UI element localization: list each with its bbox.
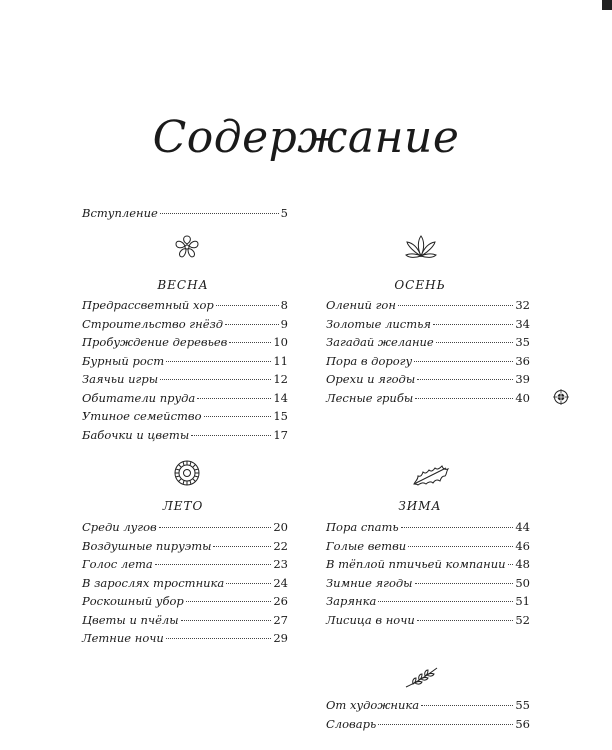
toc-page: 5	[280, 206, 288, 220]
toc-page: 39	[515, 372, 530, 386]
toc-label: Загадай желание	[326, 335, 434, 349]
toc-label: Цветы и пчёлы	[82, 612, 179, 627]
leader-dots	[204, 416, 272, 417]
toc-page: 46	[515, 538, 530, 553]
toc-row[interactable]	[82, 298, 288, 317]
toc-label: Голые ветви	[326, 538, 407, 553]
page-title: Содержание	[152, 112, 460, 163]
sprig-icon	[403, 665, 441, 691]
toc-label: Вступление	[82, 206, 158, 220]
leader-dots	[186, 601, 272, 602]
toc-page: 51	[515, 594, 530, 608]
closing-list	[326, 698, 530, 735]
toc-row[interactable]	[326, 576, 530, 595]
toc-row[interactable]	[326, 594, 530, 613]
toc-page: 10	[273, 335, 288, 349]
toc-page: 8	[280, 298, 288, 312]
toc-row[interactable]	[326, 298, 530, 317]
toc-row[interactable]	[82, 354, 288, 373]
toc-page: 15	[273, 409, 288, 423]
toc-label: Воздушные пируэты	[82, 538, 212, 553]
toc-row[interactable]	[82, 613, 288, 632]
spring-list	[82, 298, 288, 446]
toc-row[interactable]	[326, 520, 530, 539]
season-heading-summer: ЛЕТО	[162, 499, 204, 513]
leader-dots	[436, 342, 514, 343]
toc-page: 23	[273, 557, 288, 571]
toc-row[interactable]	[82, 539, 288, 558]
leader-dots	[378, 724, 513, 725]
toc-label: Предрассветный хор	[82, 298, 214, 312]
toc-label: Лесные грибы	[326, 390, 414, 405]
toc-label: Лисица в ночи	[326, 612, 415, 627]
leader-dots	[197, 398, 271, 399]
toc-row[interactable]	[82, 409, 288, 428]
toc-label: Голос лета	[82, 557, 153, 571]
toc-row[interactable]	[82, 557, 288, 576]
toc-row[interactable]	[82, 631, 288, 650]
toc-row[interactable]	[82, 206, 288, 225]
leader-dots	[421, 705, 513, 706]
toc-page: 35	[515, 335, 530, 349]
toc-row[interactable]	[326, 391, 530, 410]
leader-dots	[155, 564, 272, 565]
toc-page: 32	[515, 298, 530, 312]
toc-row[interactable]	[326, 613, 530, 632]
holly-leaf-icon	[410, 462, 454, 488]
leader-dots	[398, 305, 513, 306]
toc-row[interactable]	[326, 539, 530, 558]
toc-page: 24	[273, 575, 288, 590]
toc-page: 56	[515, 716, 530, 731]
leader-dots	[417, 379, 513, 380]
toc-row[interactable]	[82, 391, 288, 410]
leader-dots	[213, 546, 271, 547]
toc-label: Строительство гнёзд	[82, 316, 224, 331]
leader-dots	[408, 546, 513, 547]
toc-page: 50	[515, 575, 530, 590]
toc-label: В зарослях тростника	[82, 575, 225, 590]
toc-label: Бурный рост	[82, 353, 165, 368]
toc-row[interactable]	[82, 372, 288, 391]
toc-page: 22	[273, 538, 288, 553]
toc-row[interactable]	[326, 335, 530, 354]
leader-dots	[160, 213, 279, 214]
toc-page: 9	[280, 316, 288, 331]
leader-dots	[229, 342, 271, 343]
leader-dots	[181, 620, 272, 621]
toc-label: Бабочки и цветы	[82, 427, 190, 442]
crop-corner-mark	[602, 0, 612, 10]
toc-row[interactable]	[82, 317, 288, 336]
leader-dots	[191, 435, 271, 436]
toc-label: Орехи и ягоды	[326, 372, 416, 386]
toc-row[interactable]	[326, 557, 530, 576]
toc-label: Словарь	[326, 716, 377, 731]
toc-page: 52	[515, 612, 530, 627]
toc-label: Летние ночи	[82, 631, 164, 645]
leader-dots	[401, 527, 514, 528]
leader-dots	[166, 361, 271, 362]
registration-mark-icon	[553, 389, 569, 405]
leader-dots	[378, 601, 513, 602]
winter-list	[326, 520, 530, 631]
flower-icon	[172, 232, 202, 262]
leader-dots	[415, 398, 513, 399]
leader-dots	[216, 305, 279, 306]
toc-label: Золотые листья	[326, 316, 432, 331]
toc-label: От художника	[326, 698, 420, 712]
toc-label: Обитатели пруда	[82, 390, 196, 405]
toc-row[interactable]	[326, 717, 530, 736]
toc-label: Утиное семейство	[82, 409, 202, 423]
toc-row[interactable]	[326, 372, 530, 391]
season-heading-winter: ЗИМА	[398, 499, 442, 513]
leader-dots	[166, 638, 272, 639]
toc-label: Пробуждение деревьев	[82, 335, 228, 349]
leader-dots	[508, 564, 514, 565]
toc-label: В тёплой птичьей компании	[326, 557, 506, 571]
intro-entry	[82, 206, 288, 225]
toc-label: Среди лугов	[82, 520, 157, 534]
toc-page: 26	[273, 594, 288, 608]
toc-page: 14	[273, 390, 288, 405]
toc-page: 48	[515, 557, 530, 571]
dandelion-icon	[171, 457, 203, 489]
leader-dots	[226, 583, 271, 584]
toc-page: 27	[273, 612, 288, 627]
toc-page: 36	[515, 353, 530, 368]
leader-dots	[414, 361, 513, 362]
toc-row[interactable]	[82, 576, 288, 595]
leader-dots	[159, 527, 272, 528]
toc-page: 12	[273, 372, 288, 386]
lily-icon	[403, 234, 439, 262]
summer-list	[82, 520, 288, 650]
toc-row[interactable]	[326, 317, 530, 336]
toc-page: 34	[515, 316, 530, 331]
toc-page: 29	[273, 631, 288, 645]
toc-row[interactable]	[326, 698, 530, 717]
toc-row[interactable]	[82, 335, 288, 354]
leader-dots	[417, 620, 514, 621]
toc-label: Зимние ягоды	[326, 575, 413, 590]
toc-label: Роскошный убор	[82, 594, 184, 608]
autumn-list	[326, 298, 530, 409]
toc-page: 55	[515, 698, 530, 712]
leader-dots	[415, 583, 514, 584]
season-heading-autumn: ОСЕНЬ	[394, 278, 446, 292]
toc-page: 11	[273, 353, 288, 368]
leader-dots	[160, 379, 271, 380]
toc-label: Пора в дорогу	[326, 353, 413, 368]
toc-row[interactable]	[326, 354, 530, 373]
toc-label: Пора спать	[326, 520, 399, 534]
toc-page: 40	[515, 390, 530, 405]
toc-label: Олений гон	[326, 298, 396, 312]
toc-row[interactable]	[82, 594, 288, 613]
toc-label: Зарянка	[326, 594, 377, 608]
toc-page: 17	[273, 427, 288, 442]
leader-dots	[225, 324, 279, 325]
leader-dots	[433, 324, 513, 325]
season-heading-spring: ВЕСНА	[157, 278, 209, 292]
toc-label: Заячьи игры	[82, 372, 159, 386]
toc-row[interactable]	[82, 520, 288, 539]
toc-page: 20	[273, 520, 288, 534]
toc-page: 44	[515, 520, 530, 534]
toc-row[interactable]	[82, 428, 288, 447]
